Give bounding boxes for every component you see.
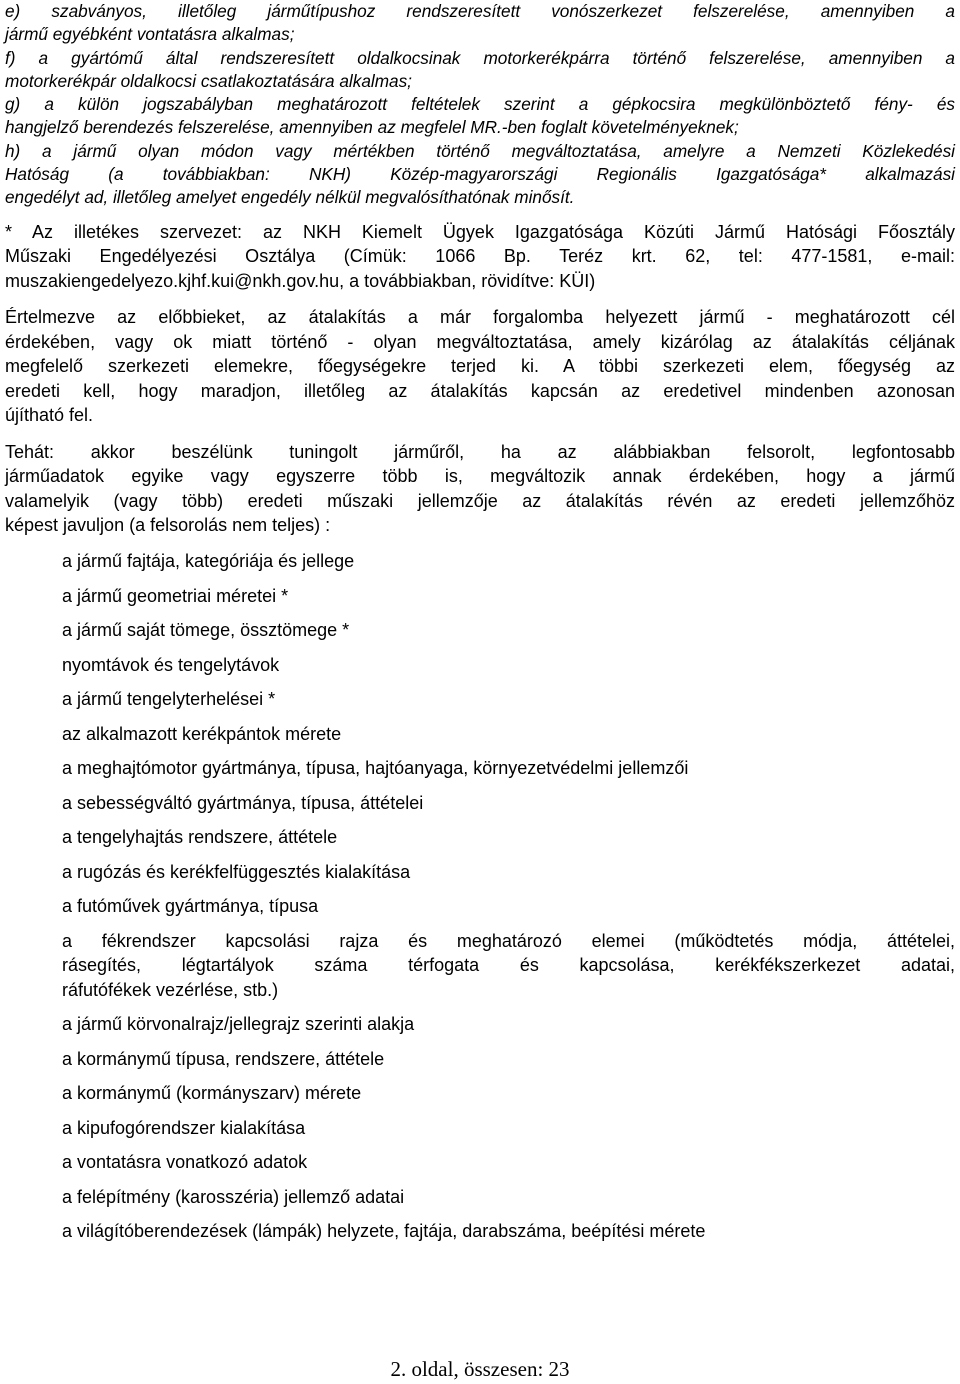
text-line: a rugózás és kerékfelfüggesztés kialakítása	[62, 861, 411, 882]
footnote	[5, 220, 955, 294]
regulation-item-e	[5, 0, 955, 47]
text-line: a tengelyhajtás rendszere, áttétele	[62, 827, 338, 848]
text-line: képest javuljon (a felsorolás nem teljes) :	[5, 515, 331, 536]
text-line: Értelmezve az előbbieket, az átalakítás a már forgalomba helyezett jármű - meghatározott cél	[5, 307, 955, 328]
text-line: engedélyt ad, illetőleg amelyet engedély nélkül megvalósíthatónak minősít.	[5, 187, 575, 208]
list-item	[5, 549, 955, 574]
list-item	[5, 584, 955, 609]
text-line: eredeti kell, hogy maradjon, illetőleg az átalakítás kapcsán az eredetivel mindenben azonosan	[5, 380, 955, 401]
text-line: a világítóberendezések (lámpák) helyzete, fajtája, darabszáma, beépítési mérete	[62, 1221, 706, 1242]
list-item	[5, 687, 955, 712]
text-line: a fékrendszer kapcsolási rajza és meghatározó elemei (működtetés módja, áttételei,	[62, 930, 955, 951]
list-item	[5, 1116, 955, 1141]
text-line: érdekében, vagy ok miatt történő - olyan megváltoztatása, amely kizárólag az átalakítás céljának	[5, 331, 955, 352]
text-line: h) a jármű olyan módon vagy mértékben történő megváltoztatása, amelyre a Nemzeti Közlekedési	[5, 140, 955, 161]
text-line: nyomtávok és tengelytávok	[62, 654, 280, 675]
page-footer: 2. oldal, összesen: 23	[390, 1357, 570, 1381]
regulation-item-g	[5, 93, 955, 140]
text-line: ráfutófékek vezérlése, stb.)	[62, 979, 279, 1000]
text-line: járműadatok egyike vagy egyszerre több is, megváltozik annak érdekében, hogy a jármű	[5, 466, 955, 487]
list-item	[5, 791, 955, 816]
text-line: a sebességváltó gyártmánya, típusa, áttételei	[62, 792, 424, 813]
text-line: a jármű tengelyterhelései *	[62, 689, 276, 710]
text-line: * Az illetékes szervezet: az NKH Kiemelt Ügyek Igazgatósága Közúti Jármű Hatósági Főosztály	[5, 221, 955, 242]
text-line: újítható fel.	[5, 405, 94, 426]
list-item	[5, 894, 955, 919]
text-line: g) a külön jogszabályban meghatározott feltételek szerint a gépkocsira megkülönböztető fény- és	[5, 94, 955, 115]
list-item	[5, 1012, 955, 1037]
text-line: f) a gyártómű által rendszeresített oldalkocsinak motorkerékpárra történő felszerelése, amennyiben a	[5, 47, 955, 68]
text-line: jármű egyébként vontatásra alkalmas;	[5, 24, 295, 45]
text-line: a jármű körvonalrajz/jellegrajz szerinti alakja	[62, 1014, 415, 1035]
text-line: valamelyik (vagy több) eredeti műszaki jellemzője az átalakítás révén az eredeti jellemzőhöz	[5, 490, 955, 511]
text-line: muszakiengedelyezo.kjhf.kui@nkh.gov.hu, a továbbiakban, rövidítve: KÜI)	[5, 270, 596, 291]
list-item	[5, 722, 955, 747]
text-line: a jármű saját tömege, össztömege *	[62, 620, 350, 641]
text-line: a felépítmény (karosszéria) jellemző adatai	[62, 1186, 405, 1207]
list-item	[5, 929, 955, 1003]
list-item	[5, 1081, 955, 1106]
list-item	[5, 618, 955, 643]
list-item	[5, 756, 955, 781]
list-item	[5, 860, 955, 885]
paragraph-tuning-definition	[5, 440, 955, 538]
text-line: rásegítés, légtartályok száma térfogata és kapcsolása, kerékfékszerkezet adatai,	[62, 955, 955, 976]
text-line: a kipufogórendszer kialakítása	[62, 1117, 306, 1138]
text-line: a meghajtómotor gyártmánya, típusa, hajtóanyaga, környezetvédelmi jellemzői	[62, 758, 689, 779]
document-page	[5, 0, 955, 1244]
text-line: a kormánymű (kormányszarv) mérete	[62, 1083, 362, 1104]
text-line: a vontatásra vonatkozó adatok	[62, 1152, 308, 1173]
text-line: a futóművek gyártmánya, típusa	[62, 896, 319, 917]
regulation-excerpt	[5, 0, 955, 210]
list-item	[5, 653, 955, 678]
text-line: e) szabványos, illetőleg járműtípushoz rendszeresített vonószerkezet felszerelése, amennyiben a	[5, 1, 955, 21]
regulation-item-h	[5, 140, 955, 210]
text-line: Műszaki Engedélyezési Osztálya (Címük: 1066 Bp. Teréz krt. 62, tel: 477-1581, e-mail:	[5, 246, 955, 267]
text-line: az alkalmazott kerékpántok mérete	[62, 723, 342, 744]
list-item	[5, 1219, 955, 1244]
text-line: Hatóság (a továbbiakban: NKH) Közép-magyarországi Regionális Igazgatósága* alkalmazási	[5, 164, 955, 185]
list-item	[5, 1047, 955, 1072]
text-line: Tehát: akkor beszélünk tuningolt járműről, ha az alábbiakban felsorolt, legfontosabb	[5, 441, 955, 462]
text-line: a jármű geometriai méretei *	[62, 585, 289, 606]
list-item	[5, 825, 955, 850]
text-line: motorkerékpár oldalkocsi csatlakoztatására alkalmas;	[5, 70, 412, 91]
paragraph-interpretation	[5, 305, 955, 428]
regulation-item-f	[5, 47, 955, 94]
text-line: megfelelő szerkezeti elemekre, főegységekre terjed ki. A többi szerkezeti elem, főegység az	[5, 356, 955, 377]
text-line: a kormánymű típusa, rendszere, áttétele	[62, 1048, 385, 1069]
list-item	[5, 1185, 955, 1210]
vehicle-data-list	[5, 549, 955, 1244]
text-line: hangjelző berendezés felszerelése, amennyiben az megfelel MR.-ben foglalt követelményeknek;	[5, 117, 739, 138]
list-item	[5, 1150, 955, 1175]
text-line: a jármű fajtája, kategóriája és jellege	[62, 551, 355, 572]
